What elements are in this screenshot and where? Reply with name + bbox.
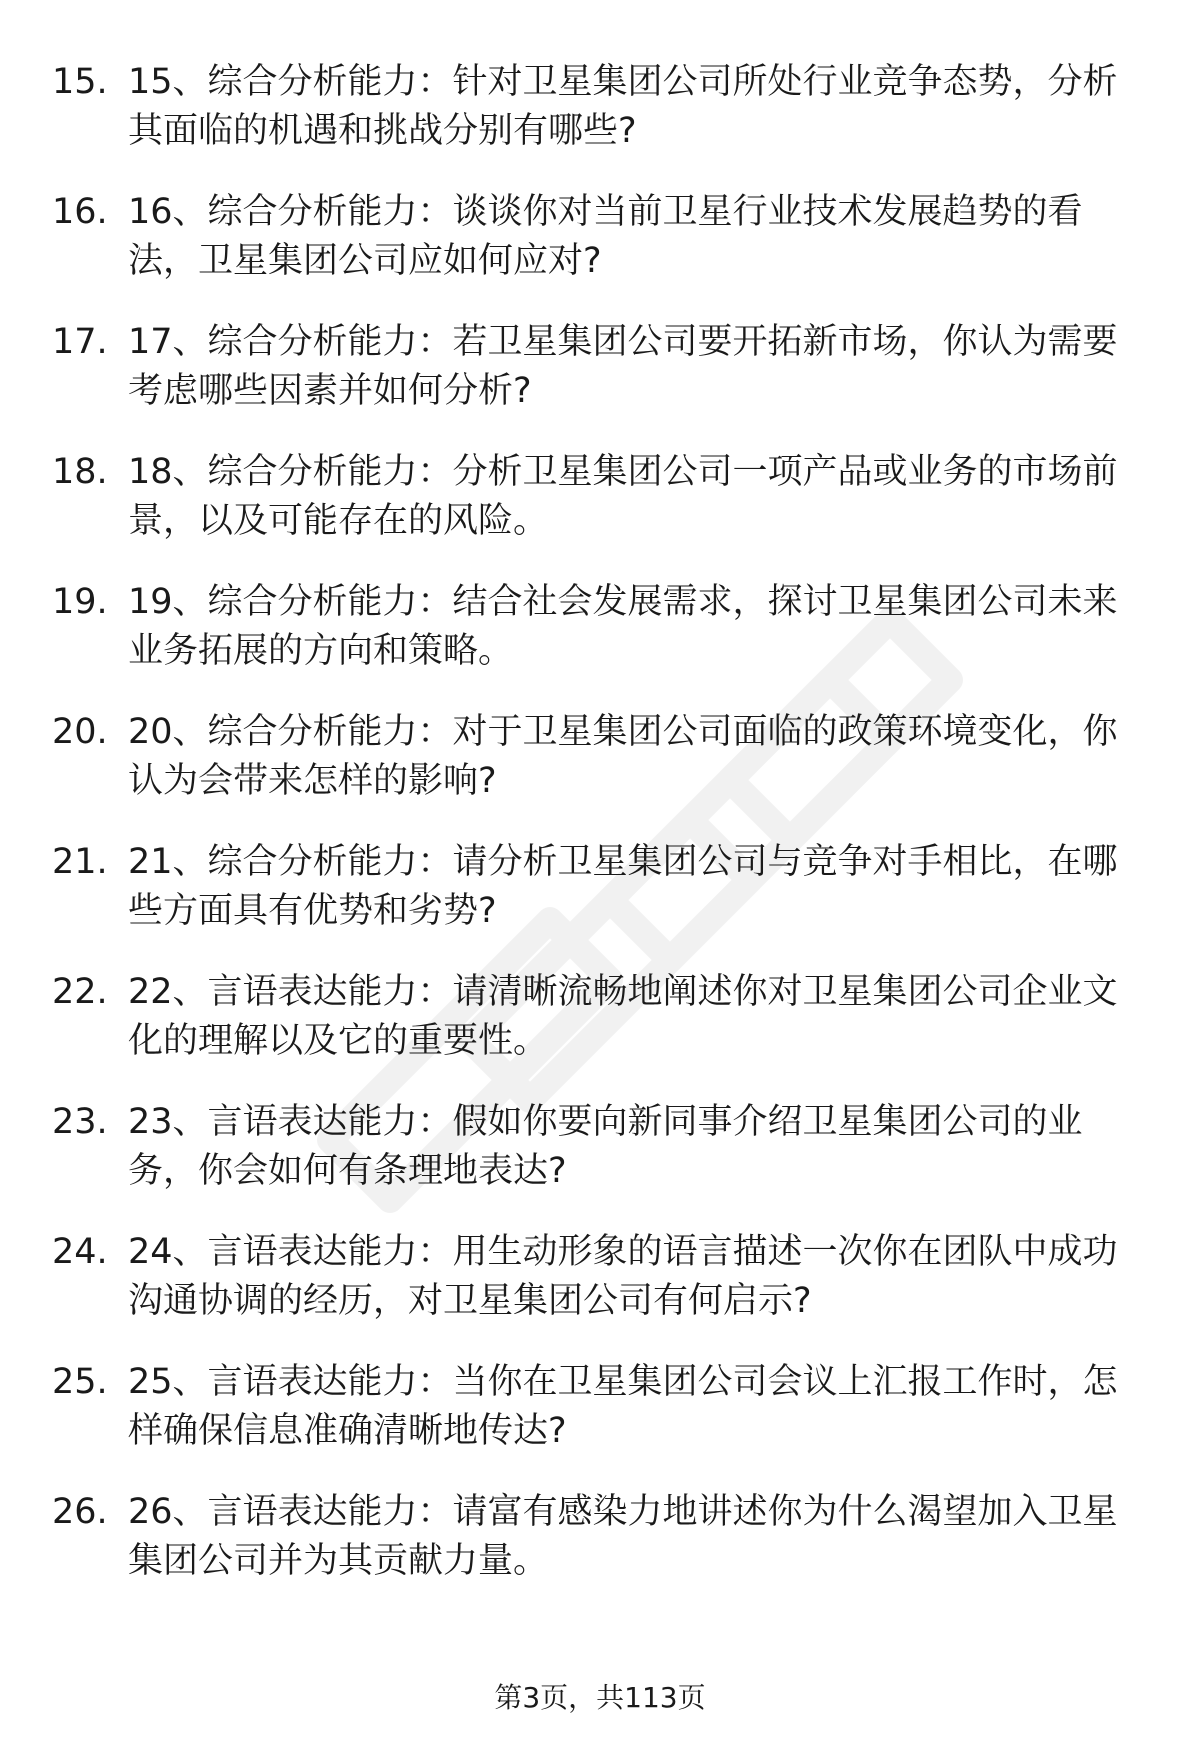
list-item-text: 22、言语表达能力：请清晰流畅地阐述你对卫星集团公司企业文化的理解以及它的重要性。 — [128, 972, 1118, 1061]
list-item-number: 26. — [52, 1492, 108, 1532]
list-item-text: 21、综合分析能力：请分析卫星集团公司与竞争对手相比，在哪些方面具有优势和劣势? — [128, 842, 1118, 931]
list-item-text: 25、言语表达能力：当你在卫星集团公司会议上汇报工作时，怎样确保信息准确清晰地传达? — [128, 1362, 1118, 1451]
list-item — [52, 1358, 1152, 1488]
list-item-text: 16、综合分析能力：谈谈你对当前卫星行业技术发展趋势的看法，卫星集团公司应如何应对? — [128, 192, 1083, 281]
list-item — [52, 188, 1152, 318]
list-item-number: 18. — [52, 452, 108, 492]
list-item-number: 19. — [52, 582, 108, 622]
list-item-number: 16. — [52, 192, 108, 232]
list-item-number: 21. — [52, 842, 108, 882]
list-item-number: 20. — [52, 712, 108, 752]
list-item — [52, 578, 1152, 708]
list-item-number: 22. — [52, 972, 108, 1012]
list-item-text: 23、言语表达能力：假如你要向新同事介绍卫星集团公司的业务，你会如何有条理地表达? — [128, 1102, 1083, 1191]
list-item-number: 25. — [52, 1362, 108, 1402]
list-item — [52, 1098, 1152, 1228]
list-item-text: 26、言语表达能力：请富有感染力地讲述你为什么渴望加入卫星集团公司并为其贡献力量。 — [128, 1492, 1118, 1581]
list-item-text: 15、综合分析能力：针对卫星集团公司所处行业竞争态势，分析其面临的机遇和挑战分别有哪些? — [128, 62, 1118, 151]
list-item-text: 20、综合分析能力：对于卫星集团公司面临的政策环境变化，你认为会带来怎样的影响? — [128, 712, 1118, 801]
list-item — [52, 1228, 1152, 1358]
list-item-text: 19、综合分析能力：结合社会发展需求，探讨卫星集团公司未来业务拓展的方向和策略。 — [128, 582, 1118, 671]
list-item-number: 23. — [52, 1102, 108, 1142]
list-item-text: 18、综合分析能力：分析卫星集团公司一项产品或业务的市场前景，以及可能存在的风险。 — [128, 452, 1118, 541]
list-item — [52, 708, 1152, 838]
list-item-text: 17、综合分析能力：若卫星集团公司要开拓新市场，你认为需要考虑哪些因素并如何分析? — [128, 322, 1118, 411]
list-item-text: 24、言语表达能力：用生动形象的语言描述一次你在团队中成功沟通协调的经历，对卫星集团公司有何启示? — [128, 1232, 1118, 1321]
list-item-number: 17. — [52, 322, 108, 362]
question-list — [52, 58, 1152, 1618]
list-item-number: 24. — [52, 1232, 108, 1272]
page-number-footer: 第3页，共113页 — [494, 1681, 706, 1714]
list-item — [52, 968, 1152, 1098]
list-item — [52, 838, 1152, 968]
list-item — [52, 58, 1152, 188]
list-item — [52, 1488, 1152, 1618]
list-item — [52, 448, 1152, 578]
list-item-number: 15. — [52, 62, 108, 102]
list-item — [52, 318, 1152, 448]
